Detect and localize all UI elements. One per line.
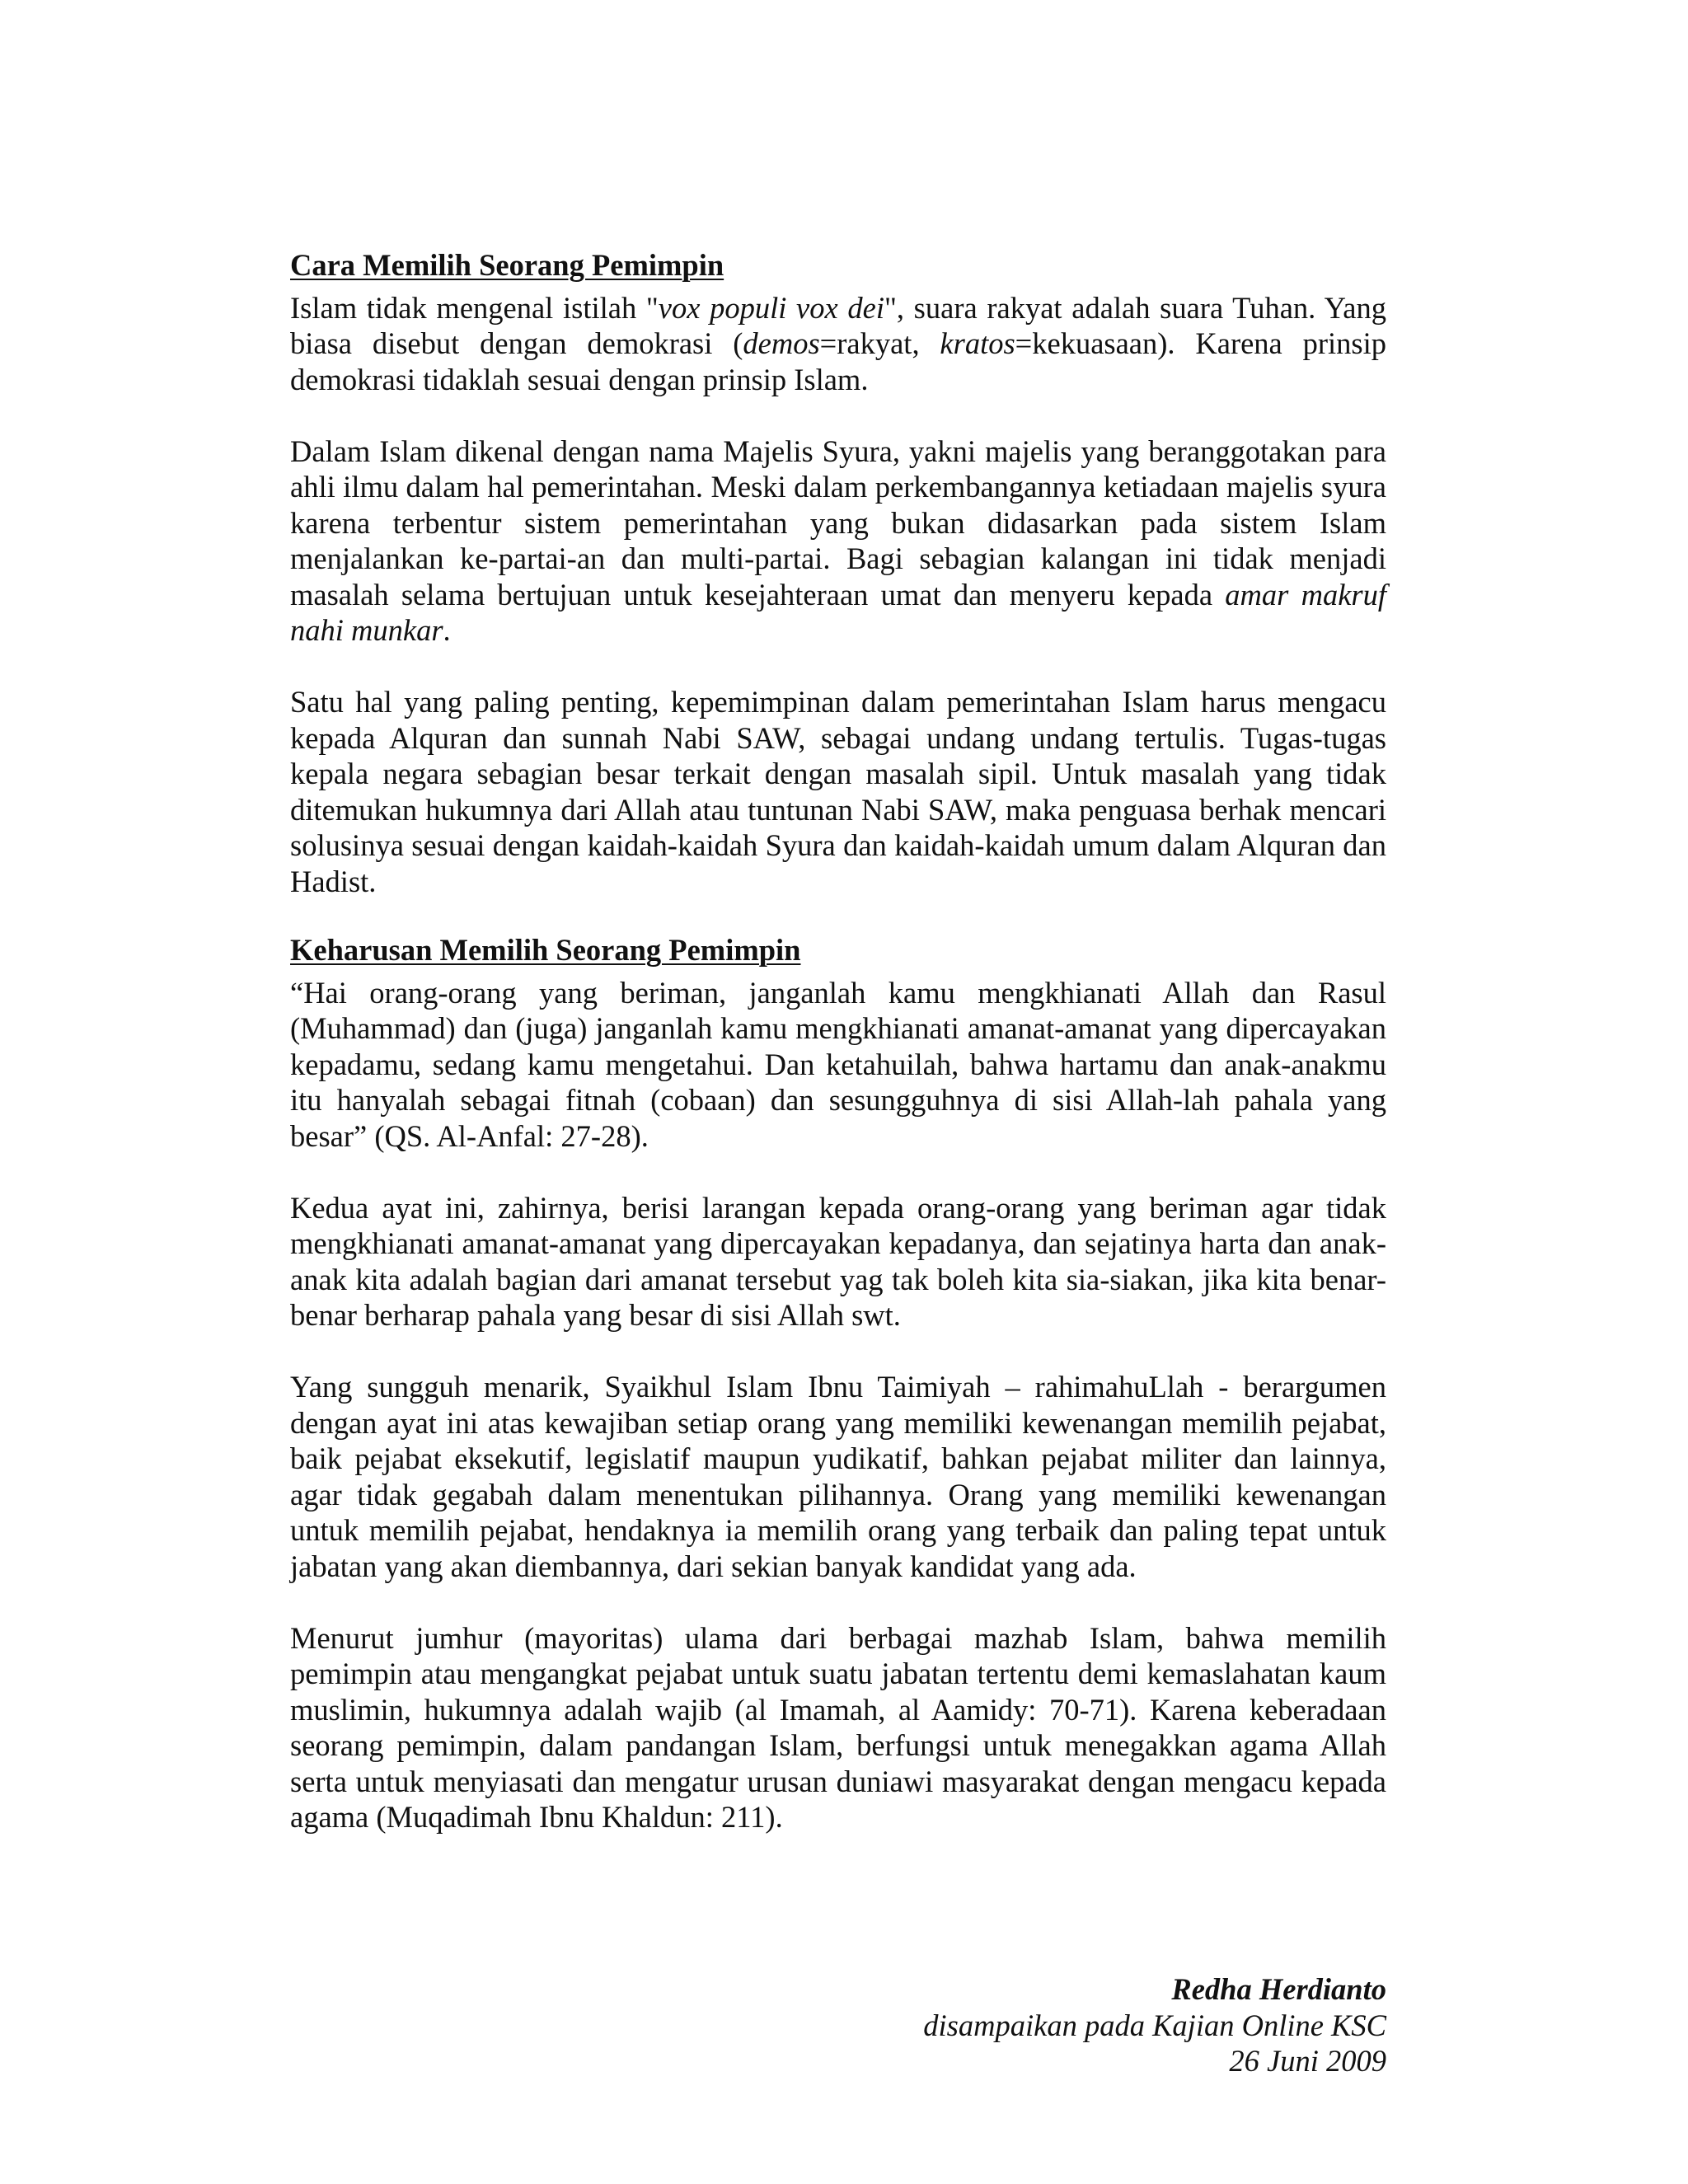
paragraph-vox-populi [290,290,1386,398]
italic-term-vox-populi: vox populi vox dei [658,290,884,325]
italic-term-kratos: kratos [940,326,1015,360]
italic-term-amar-makruf: amar makruf nahi munkar [290,577,1386,647]
date-line: 26 Juni 2009 [1229,2044,1386,2078]
text-run: Islam tidak mengenal istilah " [290,290,659,325]
italic-term-demos: demos [743,326,820,360]
paragraph-quran-quote: “Hai orang-orang yang beriman, janganlah kamu mengkhianati Allah dan Rasul (Muhammad) dan (juga) janganlah kamu mengkhianati amanat-amanat yang dipercayakan kepadamu, sedang kamu mengetahui. Dan ketahuilah, bahwa hartamu dan anak-anakmu itu hanyalah sebagai fitnah (cobaan) dan sesungguhnya di sisi Allah-lah pahala yang besar” (QS. Al-Anfal: 27-28). [290,975,1386,1153]
text-run: Dalam Islam dikenal dengan nama Majelis Syura, yakni majelis yang beranggotakan para ahli ilmu dalam hal pemerintahan. Meski dalam perkembangannya ketiadaan majelis syura karena terbentur sistem pemerintahan yang bukan didasarkan pada sistem Islam menjalankan ke-partai-an dan multi-partai. Bagi sebagian kalangan ini tidak menjadi masalah selama bertujuan untuk kesejahteraan umat dan menyeru kepada [290,434,1386,612]
document-body [290,247,1386,1871]
section-heading-cara-memilih: Cara Memilih Seorang Pemimpin [290,248,724,282]
text-run: ", suara rakyat adalah suara Tuhan. Yang biasa disebut dengan demokrasi ( [290,290,1386,360]
paragraph-jumhur-ulama: Menurut jumhur (mayoritas) ulama dari berbagai mazhab Islam, bahwa memilih pemimpin atau mengangkat pejabat untuk suatu jabatan tertentu demi kemaslahatan kaum muslimin, hukumnya adalah wajib (al Imamah, al Aamidy: 70-71). Karena keberadaan seorang pemimpin, dalam pandangan Islam, berfungsi untuk menegakkan agama Allah serta untuk menyiasati dan mengatur urusan duniawi masyarakat dengan mengacu kepada agama (Muqadimah Ibnu Khaldun: 211). [290,1620,1386,1834]
text-run: =rakyat, [819,326,940,360]
paragraph-majelis-syura [290,434,1386,649]
text-run: . [443,613,451,647]
author-name: Redha Herdianto [1171,1972,1386,2006]
signature-block [923,1971,1386,2079]
text-run: =kekuasaan). Karena prinsip demokrasi tidaklah sesuai dengan prinsip Islam. [290,326,1386,396]
section-heading-keharusan: Keharusan Memilih Seorang Pemimpin [290,933,801,967]
paragraph-kepemimpinan: Satu hal yang paling penting, kepemimpinan dalam pemerintahan Islam harus mengacu kepada Alquran dan sunnah Nabi SAW, sebagai undang undang tertulis. Tugas-tugas kepala negara sebagian besar terkait dengan masalah sipil. Untuk masalah yang tidak ditemukan hukumnya dari Allah atau tuntunan Nabi SAW, maka penguasa berhak mencari solusinya sesuai dengan kaidah-kaidah Syura dan kaidah-kaidah umum dalam Alquran dan Hadist. [290,685,1386,898]
paragraph-kedua-ayat: Kedua ayat ini, zahirnya, berisi larangan kepada orang-orang yang beriman agar tidak mengkhianati amanat-amanat yang dipercayakan kepadanya, dan sejatinya harta dan anak-anak kita adalah bagian dari amanat tersebut yag tak boleh kita sia-siakan, jika kita benar-benar berharap pahala yang besar di sisi Allah swt. [290,1190,1386,1332]
venue-line: disampaikan pada Kajian Online KSC [923,2008,1386,2042]
paragraph-ibnu-taimiyah: Yang sungguh menarik, Syaikhul Islam Ibnu Taimiyah – rahimahuLlah - berargumen dengan ayat ini atas kewajiban setiap orang yang memiliki kewenangan memilih pejabat, baik pejabat eksekutif, legislatif maupun yudikatif, bahkan pejabat militer dan lainnya, agar tidak gegabah dalam menentukan pilihannya. Orang yang memiliki kewenangan untuk memilih pejabat, hendaknya ia memilih orang yang terbaik dan paling tepat untuk jabatan yang akan diembannya, dari sekian banyak kandidat yang ada. [290,1370,1386,1583]
